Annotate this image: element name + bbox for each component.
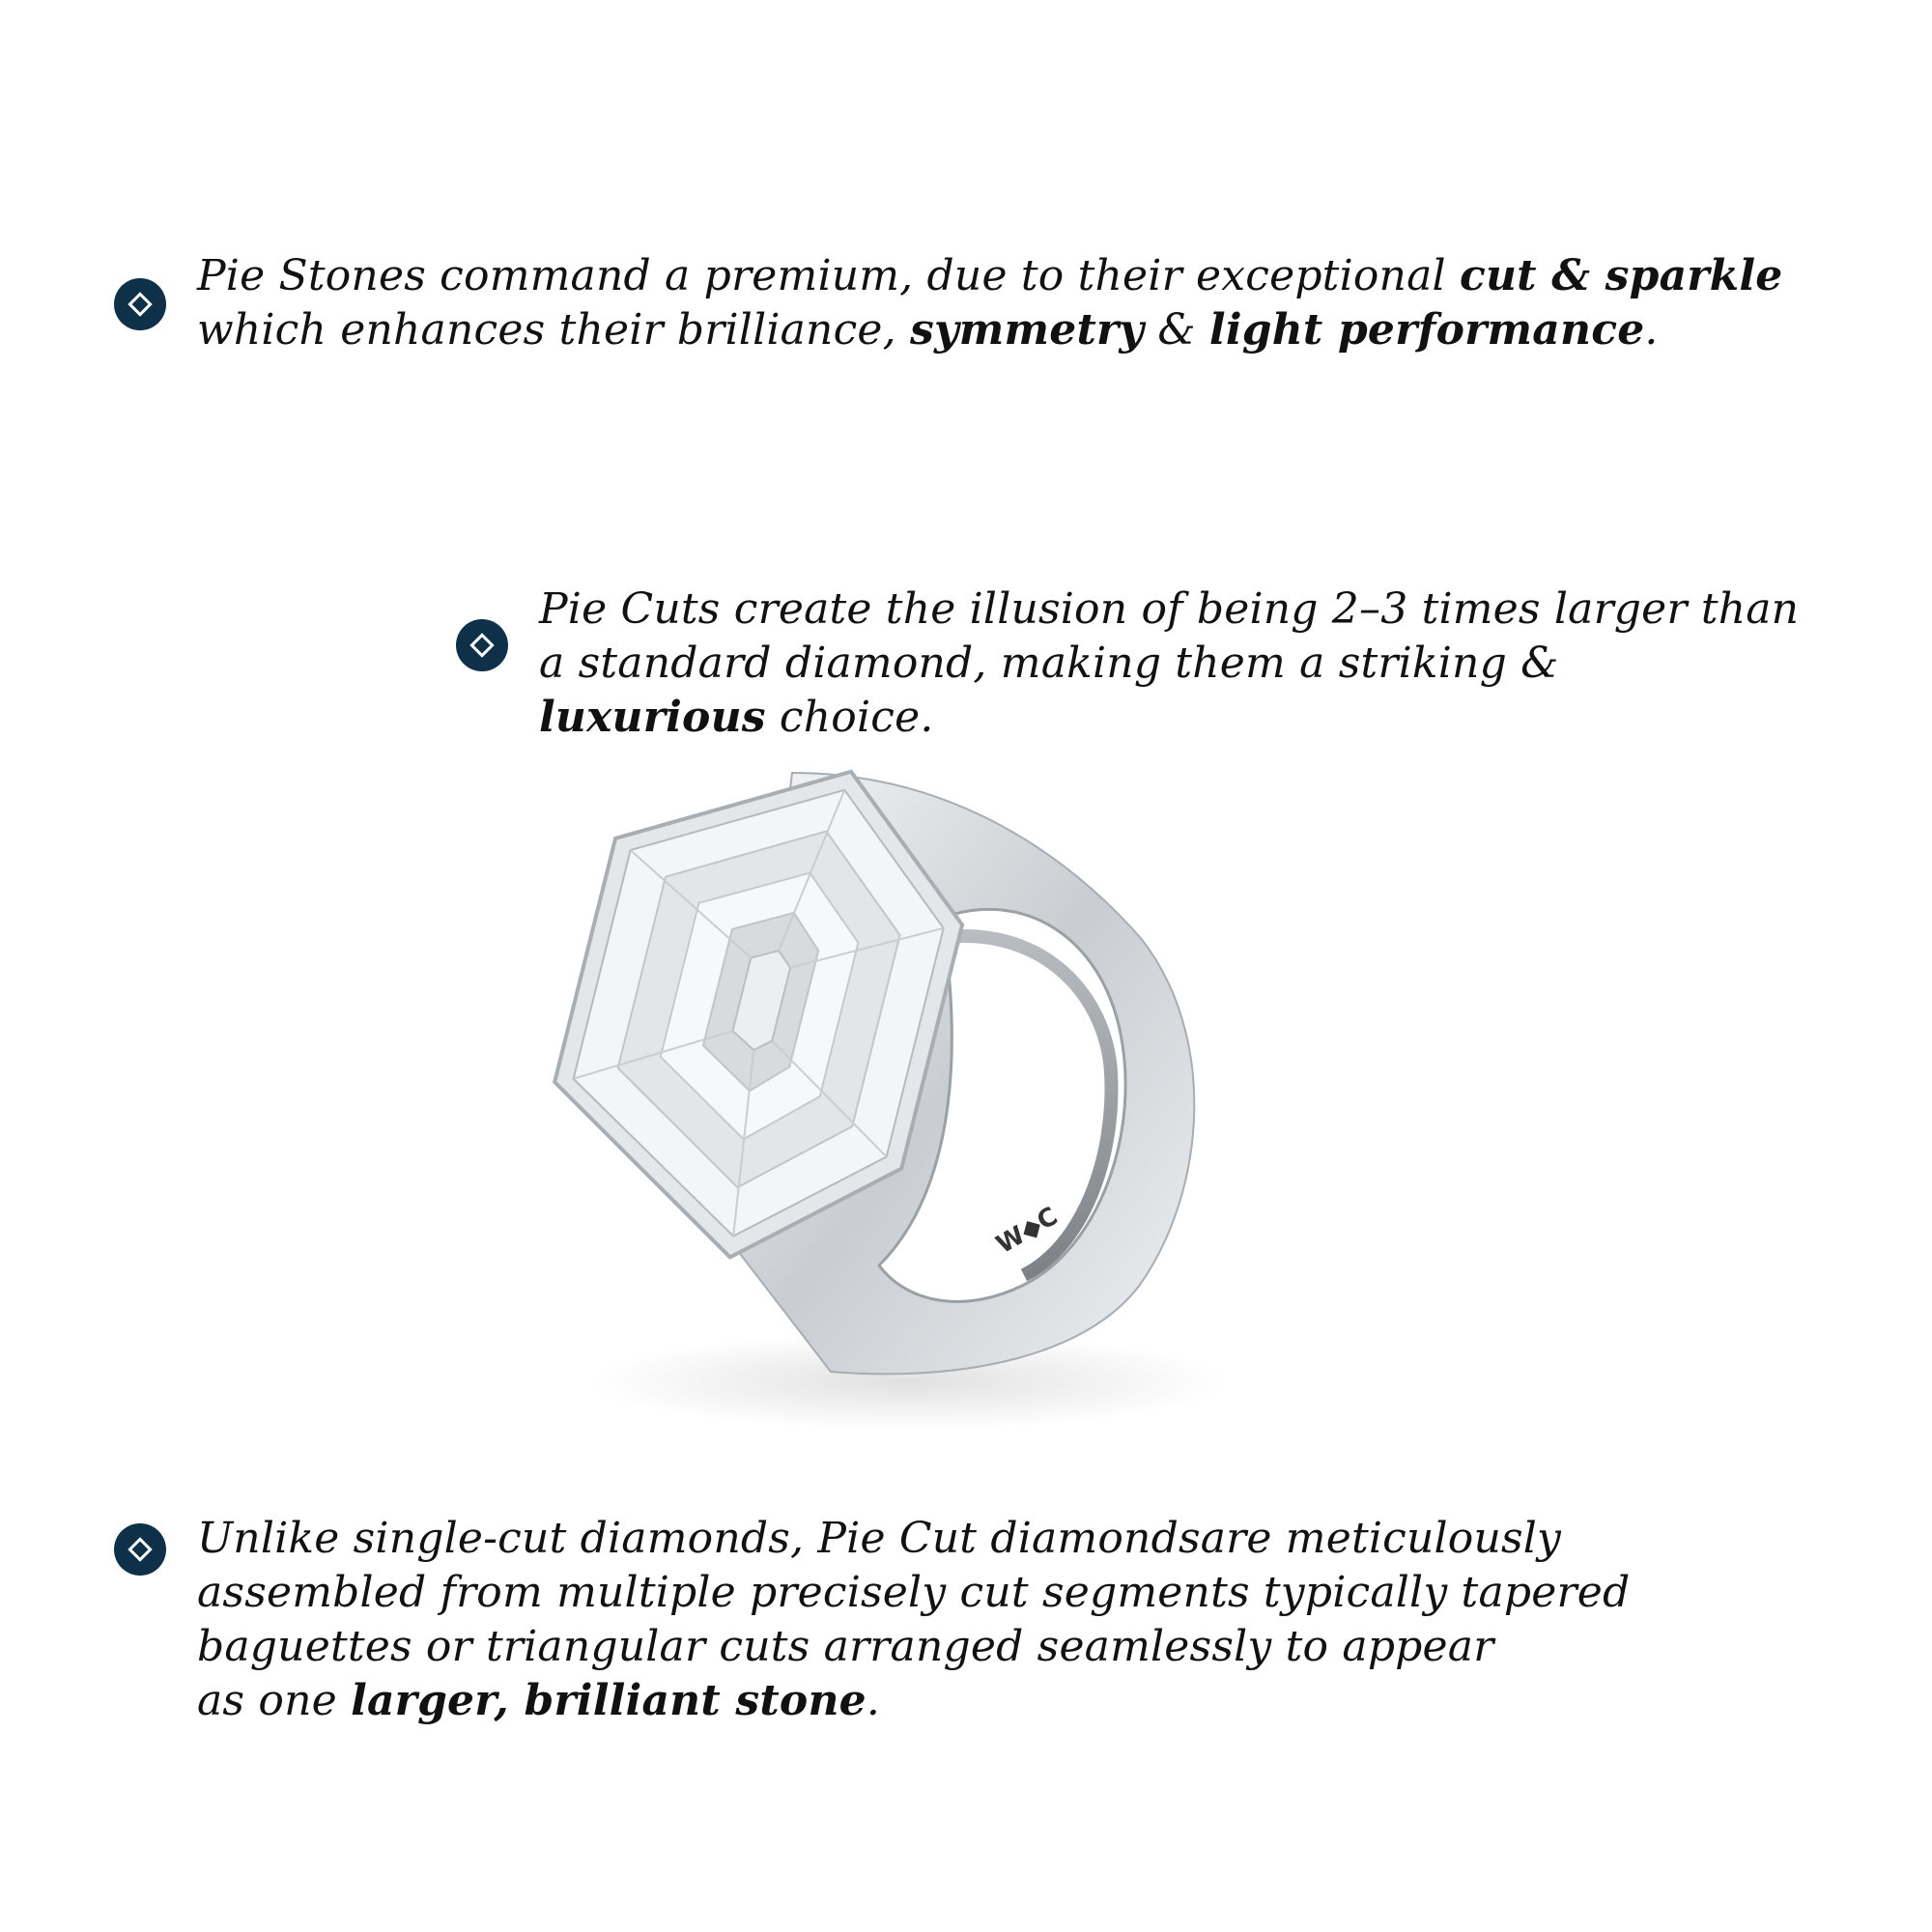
- feature-illusion: [456, 582, 1799, 745]
- hexagon-ring-illustration: [541, 744, 1275, 1478]
- diamond-bullet-icon: [114, 278, 166, 330]
- diamond-bullet-icon: [456, 619, 508, 671]
- text-line: Pie Cuts create the illusion of being 2–3 times larger than: [539, 584, 1800, 634]
- text-line: luxurious choice.: [539, 693, 934, 742]
- feature-text: [197, 249, 1782, 357]
- text-line: Unlike single-cut diamonds, Pie Cut diamondsare meticulously: [197, 1514, 1562, 1563]
- text-line: assembled from multiple precisely cut segments typically tapered: [197, 1568, 1631, 1617]
- diamond-bullet-icon: [114, 1523, 166, 1576]
- feature-assembly: [114, 1512, 1630, 1728]
- feature-premium: [114, 249, 1782, 357]
- text-line: baguettes or triangular cuts arranged seamlessly to appear: [197, 1622, 1494, 1671]
- ring-engraving: W◆C: [991, 1202, 1064, 1261]
- feature-text: [539, 582, 1799, 745]
- feature-text: [197, 1512, 1630, 1728]
- text-line: as one larger, brilliant stone.: [197, 1676, 881, 1725]
- text-line: a standard diamond, making them a striking &: [539, 639, 1559, 688]
- text-line: Pie Stones command a premium, due to their exceptional cut & sparkle: [197, 251, 1783, 300]
- text-line: which enhances their brilliance, symmetry & light performance.: [197, 305, 1659, 355]
